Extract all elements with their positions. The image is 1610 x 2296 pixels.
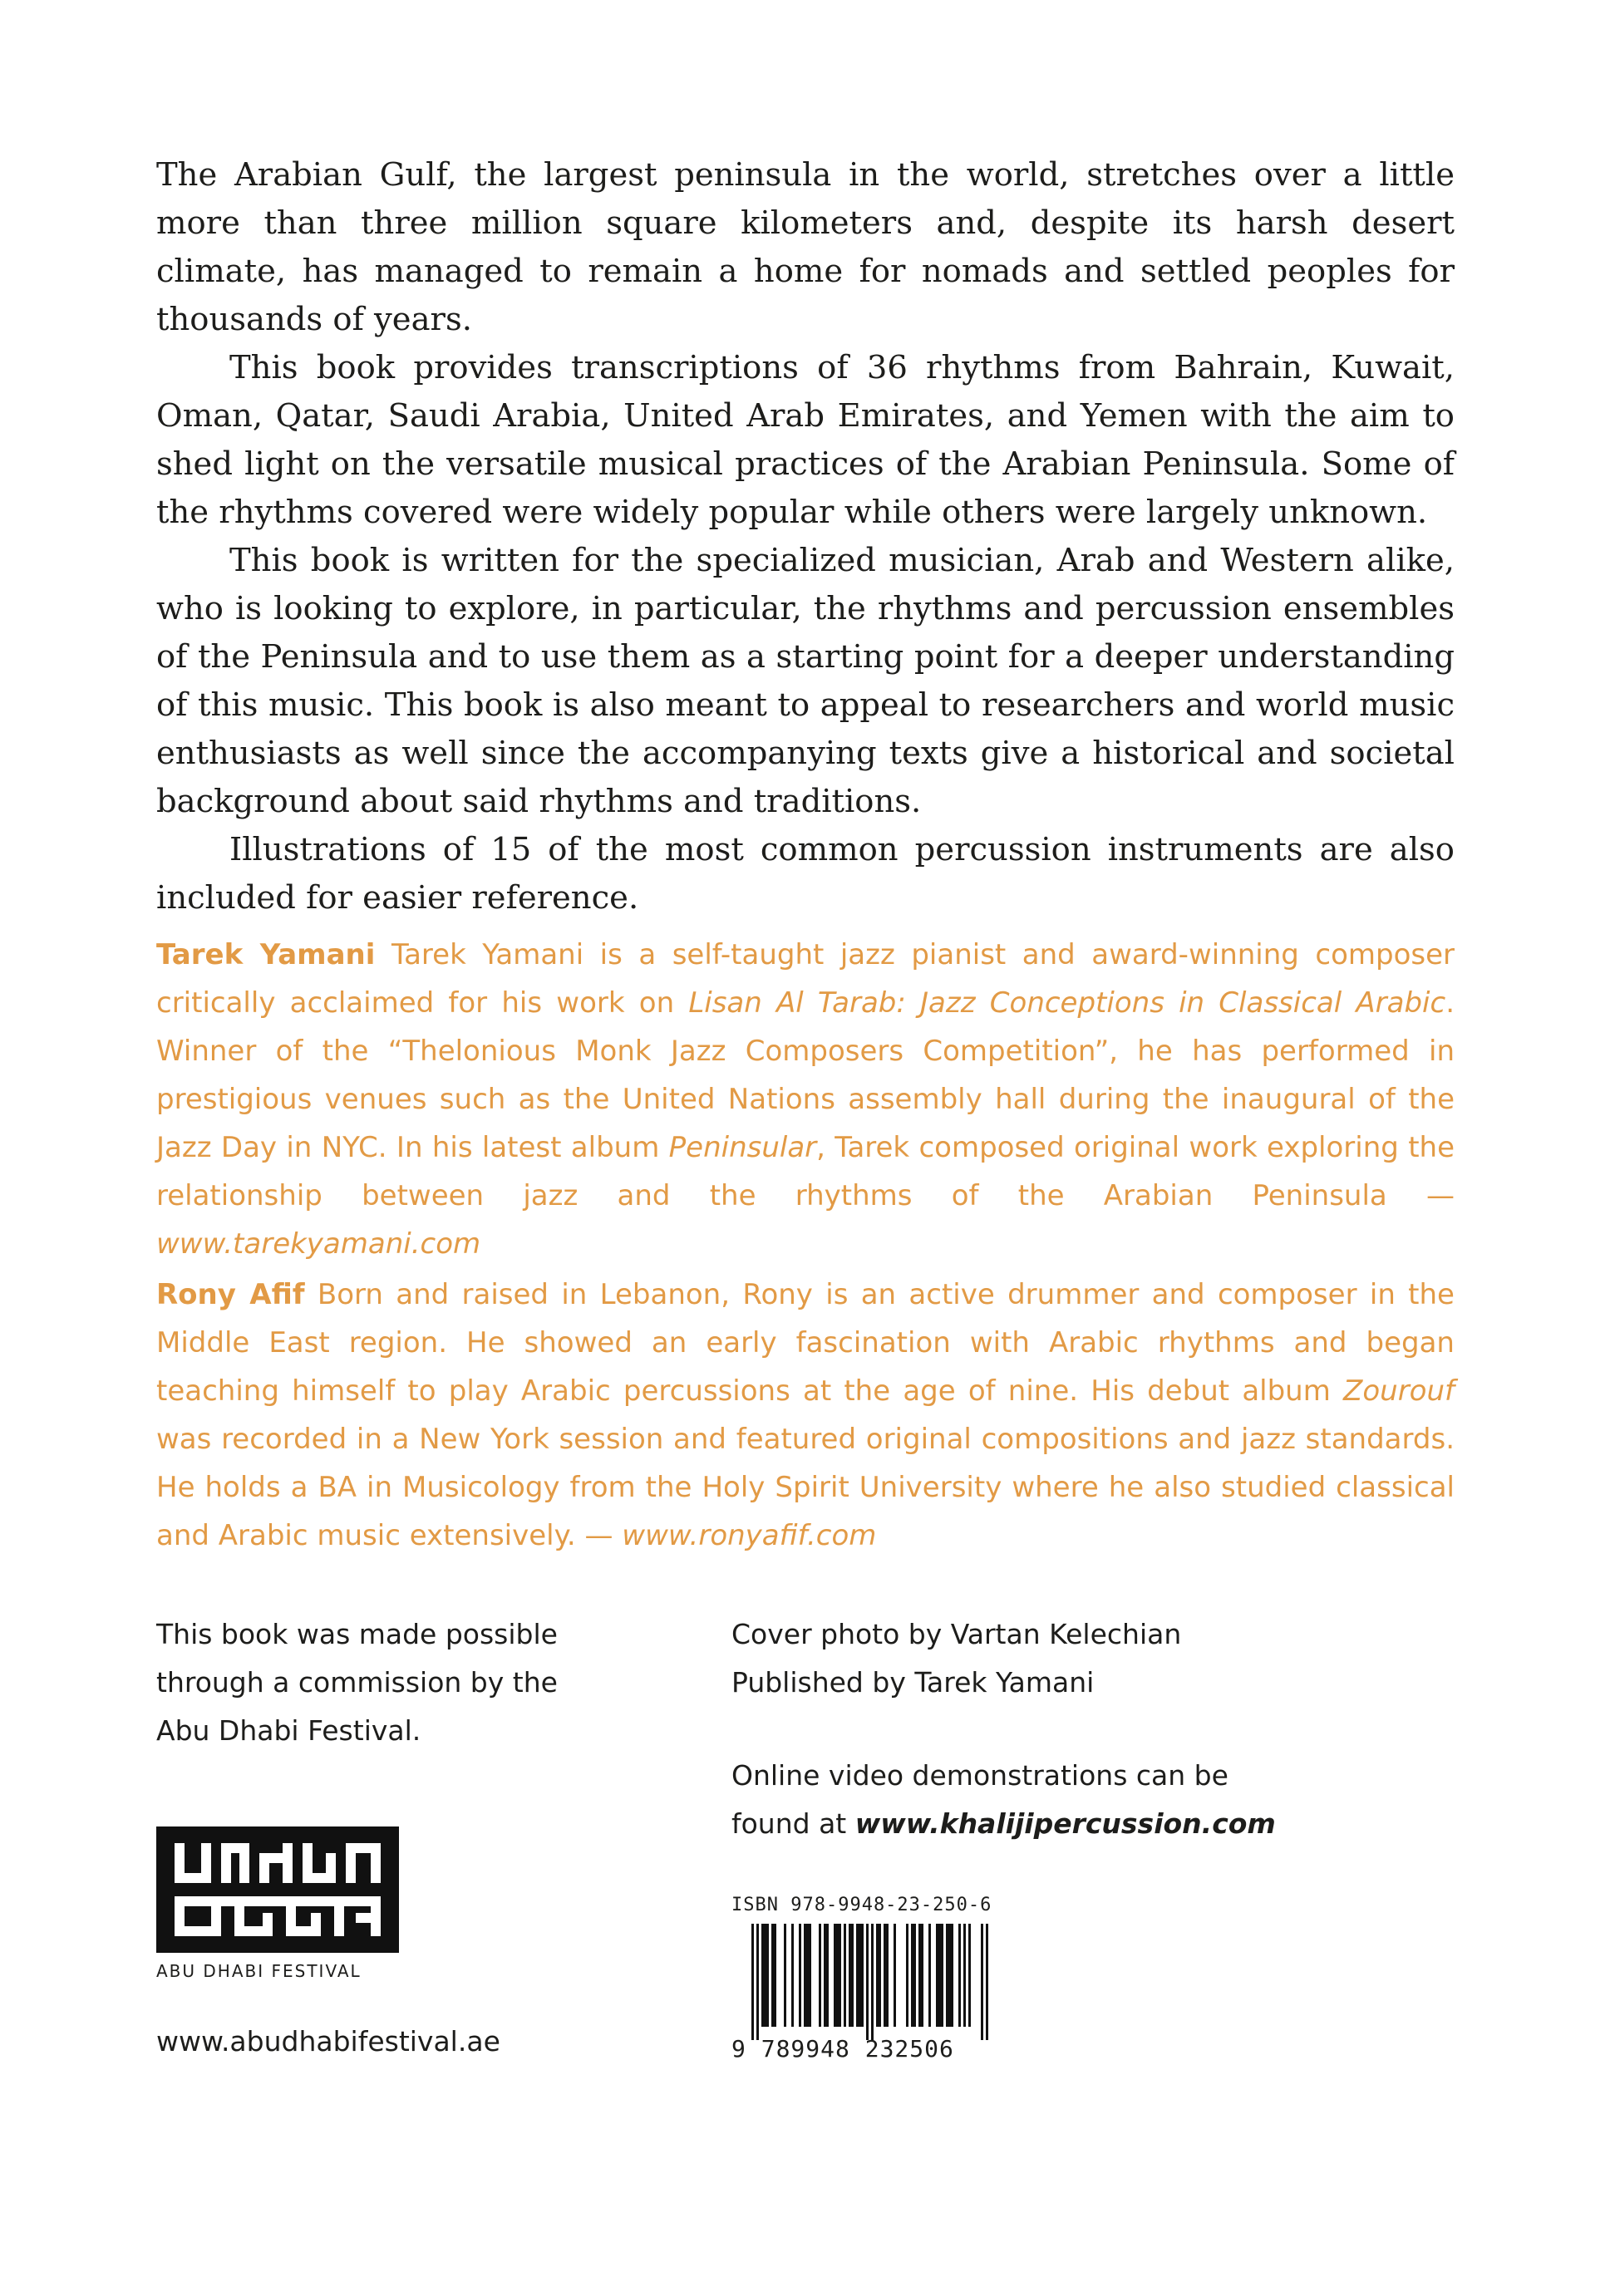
video-note-line xyxy=(731,1800,1276,1848)
barcode-bar xyxy=(981,1924,983,2040)
bio-text: , Tarek composed original work exploring the relationship between jazz and the rhythms of the Arabian Peninsula — xyxy=(156,1131,1455,1212)
album-title: Zourouf xyxy=(1343,1374,1455,1408)
barcode-bar xyxy=(968,1924,971,2027)
isbn-label: ISBN 978-9948-23-250-6 xyxy=(731,1895,992,1915)
author-website-link[interactable]: www.tarekyamani.com xyxy=(156,1227,481,1261)
barcode-bar xyxy=(806,1924,809,2027)
barcode-bar xyxy=(809,1924,811,2027)
barcode-bar xyxy=(866,1924,869,2040)
barcode-bar xyxy=(963,1924,966,2027)
barcode-bar xyxy=(764,1924,766,2027)
barcode-bar xyxy=(851,1924,854,2027)
author-website-link[interactable]: www.ronyafif.com xyxy=(622,1519,877,1552)
barcode-bar xyxy=(751,1924,754,2040)
isbn-barcode-block xyxy=(731,1895,1031,2062)
barcode-icon xyxy=(731,1924,1014,2040)
credit-line: through a commission by the xyxy=(156,1666,558,1699)
credit-line: This book was made possible xyxy=(156,1618,558,1650)
bio-text: was recorded in a New York session and featured original compositions and jazz standards. He holds a BA in Musicology from the Holy Spirit University where he also studied classical and Arabic music extensively. — xyxy=(156,1423,1455,1552)
barcode-bar xyxy=(804,1924,806,2027)
barcode-bar xyxy=(918,1924,921,2027)
intro-text xyxy=(156,151,1455,922)
barcode-bar xyxy=(836,1924,839,2027)
barcode-bar xyxy=(819,1924,821,2027)
festival-logo-icon xyxy=(156,1826,399,1953)
barcode-bar xyxy=(951,1924,953,2027)
publication-credits xyxy=(731,1610,1181,1707)
intro-paragraph-4: Illustrations of 15 of the most common percussion instruments are also included for easier reference. xyxy=(156,831,1455,917)
barcode-bar xyxy=(958,1924,961,2027)
barcode-bar xyxy=(911,1924,913,2027)
barcode-bar xyxy=(894,1924,896,2027)
video-website-link[interactable]: www.khalijipercussion.com xyxy=(854,1807,1276,1840)
barcode-bar xyxy=(834,1924,836,2027)
barcode-bar xyxy=(799,1924,801,2027)
barcode-bar xyxy=(784,1924,786,2027)
barcode-bar xyxy=(928,1924,931,2027)
bio-text: Born and raised in Lebanon, Rony is an active drummer and composer in the Middle East region. He showed an early fascination with Arabic rhythms and began teaching himself to play Arabic percussions at the age of nine. His debut album xyxy=(156,1278,1455,1408)
barcode-bar xyxy=(879,1924,881,2027)
barcode-bar xyxy=(774,1924,776,2027)
barcode-bar xyxy=(886,1924,889,2027)
barcode-bar xyxy=(938,1924,941,2027)
festival-website-link[interactable]: www.abudhabifestival.ae xyxy=(156,2025,500,2058)
barcode-bar xyxy=(859,1924,861,2027)
barcode-bar xyxy=(826,1924,829,2027)
festival-logo-caption: ABU DHABI FESTIVAL xyxy=(156,1961,362,1981)
barcode-bar xyxy=(936,1924,938,2027)
barcode-bar xyxy=(948,1924,951,2027)
bio-tarek-yamani xyxy=(156,931,1455,1268)
album-title: Peninsular xyxy=(668,1131,817,1164)
video-note-line: Online video demonstrations can be xyxy=(731,1759,1228,1792)
barcode-bar xyxy=(761,1924,764,2027)
abu-dhabi-festival-logo xyxy=(156,1826,399,1981)
barcode-bar xyxy=(871,1924,874,2040)
isbn-digits: 9 789948 232506 xyxy=(731,2035,954,2062)
barcode-bar xyxy=(884,1924,886,2027)
video-demo-note xyxy=(731,1752,1276,1848)
barcode-bar xyxy=(856,1924,859,2027)
credit-line: Abu Dhabi Festival. xyxy=(156,1714,421,1747)
barcode-bar xyxy=(824,1924,826,2027)
bio-text: . Winner of the “Thelonious Monk Jazz Composers Competition”, he has performed in prestigious venues such as the United Nations assembly hall during the inaugural of the Jazz Day in NYC. In his latest album xyxy=(156,986,1455,1164)
barcode-bar xyxy=(921,1924,923,2027)
album-title: Lisan Al Tarab: Jazz Conceptions in Classical Arabic xyxy=(688,986,1446,1020)
barcode-bar xyxy=(849,1924,851,2027)
barcode-bar xyxy=(906,1924,908,2027)
barcode-bar xyxy=(861,1924,864,2027)
bio-rony-afif xyxy=(156,1271,1455,1560)
barcode-bar xyxy=(941,1924,943,2027)
barcode-bar xyxy=(946,1924,948,2027)
publisher-credit: Published by Tarek Yamani xyxy=(731,1666,1095,1699)
barcode-bar xyxy=(791,1924,794,2027)
barcode-bar xyxy=(913,1924,916,2027)
barcode-bar xyxy=(986,1924,988,2040)
barcode-bar xyxy=(844,1924,846,2027)
barcode-bar xyxy=(766,1924,769,2027)
barcode-bar xyxy=(756,1924,759,2040)
intro-paragraph-2: This book provides transcriptions of 36 rhythms from Bahrain, Kuwait, Oman, Qatar, Saudi Arabia, United Arab Emirates, and Yemen with the aim to shed light on the versatile musical practices of the Arabian Peninsula. Some of the rhythms covered were widely popular while others were largely unknown. xyxy=(156,349,1455,531)
author-name: Tarek Yamani xyxy=(156,938,376,971)
author-name: Rony Afif xyxy=(156,1278,305,1311)
barcode-bar xyxy=(839,1924,841,2027)
intro-paragraph-3: This book is written for the specialized musician, Arab and Western alike, who is looking to explore, in particular, the rhythms and percussion ensembles of the Peninsula and to use them as a starting point for a deeper understanding of this music. This book is also meant to appeal to researchers and world music enthusiasts as well since the accompanying texts give a historical and societal background about said rhythms and traditions. xyxy=(156,542,1455,820)
cover-photo-credit: Cover photo by Vartan Kelechian xyxy=(731,1618,1182,1650)
commission-credit xyxy=(156,1610,558,1755)
bio-text: Tarek Yamani is a self-taught jazz pianist and award-winning composer critically acclaimed for his work on xyxy=(156,938,1455,1020)
barcode-bar xyxy=(771,1924,774,2027)
barcode-bar xyxy=(876,1924,879,2027)
video-note-prefix: found at xyxy=(731,1807,855,1840)
intro-paragraph-1: The Arabian Gulf, the largest peninsula in the world, stretches over a little more than three million square kilometers and, despite its harsh desert climate, has managed to remain a home for nomads and settled peoples for thousands of years. xyxy=(156,156,1455,338)
kufic-calligraphy-icon xyxy=(156,1826,399,1953)
